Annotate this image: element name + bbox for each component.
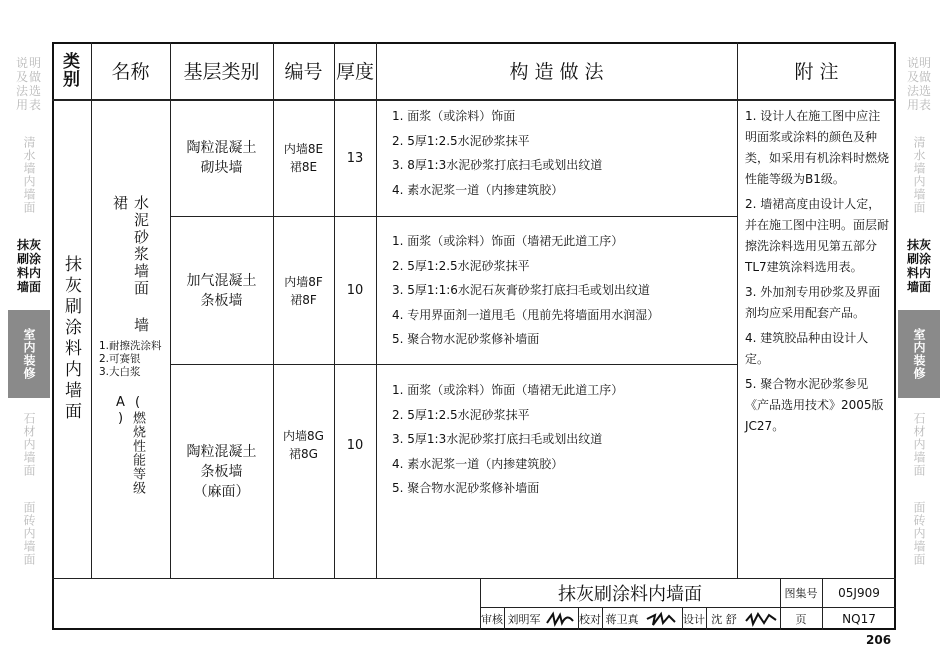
atlas-label: 图集号	[784, 586, 818, 600]
row3-steps	[392, 378, 623, 501]
header-category	[52, 42, 91, 99]
check-name: 蒋卫真	[605, 613, 639, 626]
step-item: 1. 面浆（或涂料）饰面（墙裙无此道工序）	[392, 234, 624, 248]
note-item: 1. 设计人在施工图中应注明面浆或涂料的颜色及种类，如采用有机涂料时燃烧性能等级为B1级。	[745, 109, 890, 186]
page-number: NQ17	[842, 612, 876, 626]
row2-base	[170, 217, 273, 364]
notes-list	[745, 106, 891, 441]
side-tab-label: 室内装修	[22, 328, 36, 380]
side-tab-label: 石材内墙面	[912, 411, 926, 477]
base-text: 陶粒混凝土砌块墙	[186, 140, 257, 176]
step-item: 2. 5厚1:2.5水泥砂浆抹平	[392, 133, 530, 148]
step-item: 4. 素水泥浆一道（内掺建筑胶）	[392, 456, 564, 471]
name-title	[105, 195, 157, 335]
code-line: 内墙8E	[283, 142, 324, 156]
code-line: 内墙8F	[284, 274, 323, 289]
side-tab-left-3	[8, 226, 50, 306]
col-divider	[376, 42, 377, 578]
side-tab-label: 说明及做法选用表	[15, 56, 42, 112]
note-item: 5. 聚合物水泥砂浆参见《产品选用技术》2005版JC27。	[745, 377, 884, 433]
drawing-title: 抹灰刷涂料内墙面	[558, 583, 702, 605]
side-tab-left-6	[8, 490, 50, 576]
side-tab-label: 面砖内墙面	[912, 500, 926, 566]
step-item: 5. 聚合物水泥砂浆修补墙面	[392, 332, 540, 346]
side-tab-right-5	[898, 402, 940, 486]
step-item: 3. 8厚1:3水泥砂浆打底扫毛或划出纹道	[392, 158, 603, 172]
side-tab-label: 抹灰刷涂料内墙面	[16, 238, 41, 294]
row3-base	[170, 365, 273, 578]
row2-steps	[392, 229, 659, 352]
design-name: 沈 舒	[711, 613, 737, 626]
review-label: 审核	[481, 613, 503, 626]
side-tab-label: 抹灰刷涂料内墙面	[906, 238, 931, 294]
header-base-type: 基层类别	[183, 61, 260, 83]
check-signature	[644, 608, 680, 630]
header-notes: 附 注	[794, 61, 839, 83]
header-name: 名称	[111, 61, 150, 83]
step-item: 4. 素水泥浆一道（内掺建筑胶）	[392, 182, 564, 197]
header-label: 类别	[63, 51, 80, 90]
category-cell	[52, 100, 91, 578]
tb-divider	[682, 608, 683, 630]
code-line: 裙8E	[289, 160, 318, 174]
name-option: 1.耐擦洗涂料	[99, 340, 162, 352]
side-tab-label: 说明及做法选用表	[906, 56, 931, 112]
tb-divider	[504, 608, 505, 630]
header-thickness: 厚度	[335, 61, 374, 83]
base-text: 陶粒混凝土条板墙	[186, 443, 257, 480]
tb-divider	[578, 608, 579, 630]
side-tab-label: 面砖内墙面	[22, 500, 36, 566]
side-tab-label: 清水墙内墙面	[912, 135, 926, 214]
side-tab-right-6	[898, 490, 940, 576]
col-divider	[737, 42, 738, 578]
row3-thickness: 10	[346, 437, 364, 453]
check-label: 校对	[579, 613, 601, 626]
row2-code	[273, 217, 334, 364]
side-tab-label: 石材内墙面	[22, 411, 36, 477]
step-item: 3. 5厚1:1:6水泥石灰膏砂浆打底扫毛或划出纹道	[392, 283, 650, 297]
name-option: 2.可赛银	[99, 353, 141, 365]
note-item: 2. 墙裙高度由设计人定，并在施工图中注明。面层耐擦洗涂料选用见第五部分TL7建筑涂料选用表。	[745, 197, 890, 274]
category-label: 抹灰刷涂料内墙面	[61, 255, 81, 423]
step-item: 2. 5厚1:2.5水泥砂浆抹平	[392, 407, 530, 422]
step-item: 2. 5厚1:2.5水泥砂浆抹平	[392, 258, 530, 273]
tb-divider	[706, 608, 707, 630]
design-signature	[742, 608, 780, 630]
side-tab-label: 室内装修	[912, 328, 926, 380]
step-item: 5. 聚合物水泥砂浆修补墙面	[392, 481, 540, 495]
step-item: 1. 面浆（或涂料）饰面	[392, 109, 516, 123]
side-tab-right-3	[898, 226, 940, 306]
fire-rating	[113, 395, 145, 510]
code-line: 裙8F	[290, 292, 317, 307]
side-tab-left-2	[8, 127, 50, 222]
signature-mark	[545, 611, 575, 627]
step-item: 4. 专用界面剂一道甩毛（甩前先将墙面用水润湿）	[392, 307, 660, 322]
name-option: 3.大白浆	[99, 366, 141, 378]
side-tab-left-5	[8, 402, 50, 486]
row2-thickness: 10	[346, 283, 364, 298]
side-tab-left-4	[8, 310, 50, 398]
header-code: 编号	[284, 61, 323, 83]
side-tab-left-1	[8, 44, 50, 124]
code-line: 内墙8G	[283, 429, 324, 443]
review-signature	[544, 608, 576, 630]
side-tab-right-2	[898, 127, 940, 222]
tb-divider	[602, 608, 603, 630]
review-name: 刘明军	[507, 613, 541, 626]
base-text-sub: （麻面）	[193, 483, 250, 500]
sheet-number: 206	[866, 633, 892, 647]
row3-code	[273, 365, 334, 525]
page-label: 页	[795, 613, 807, 626]
header-method: 构 造 做 法	[509, 61, 604, 83]
name-options	[99, 340, 169, 379]
side-tab-label: 清水墙内墙面	[22, 135, 36, 214]
name-cell	[91, 100, 170, 578]
side-tab-right-1	[898, 44, 940, 124]
base-text: 加气混凝土条板墙	[186, 272, 257, 309]
step-item: 1. 面浆（或涂料）饰面（墙裙无此道工序）	[392, 383, 624, 397]
note-item: 3. 外加剂专用砂浆及界面剂均应采用配套产品。	[745, 285, 881, 320]
row1-thickness: 13	[346, 150, 364, 166]
design-label: 设计	[683, 613, 705, 626]
side-tab-right-4	[898, 310, 940, 398]
step-item: 3. 5厚1:3水泥砂浆打底扫毛或划出纹道	[392, 432, 603, 446]
signature-mark	[744, 611, 778, 627]
atlas-number: 05J909	[838, 585, 880, 600]
row1-steps	[392, 104, 602, 202]
signature-mark	[645, 611, 679, 627]
row1-code	[273, 100, 334, 216]
fire-rating-text: (燃烧性能等级A)	[113, 395, 145, 495]
note-item: 4. 建筑胶品种由设计人定。	[745, 331, 869, 366]
code-line: 裙8G	[289, 447, 318, 461]
row1-base	[170, 100, 273, 216]
name-title-text: 水泥砂浆墙面 墙裙	[111, 195, 150, 334]
